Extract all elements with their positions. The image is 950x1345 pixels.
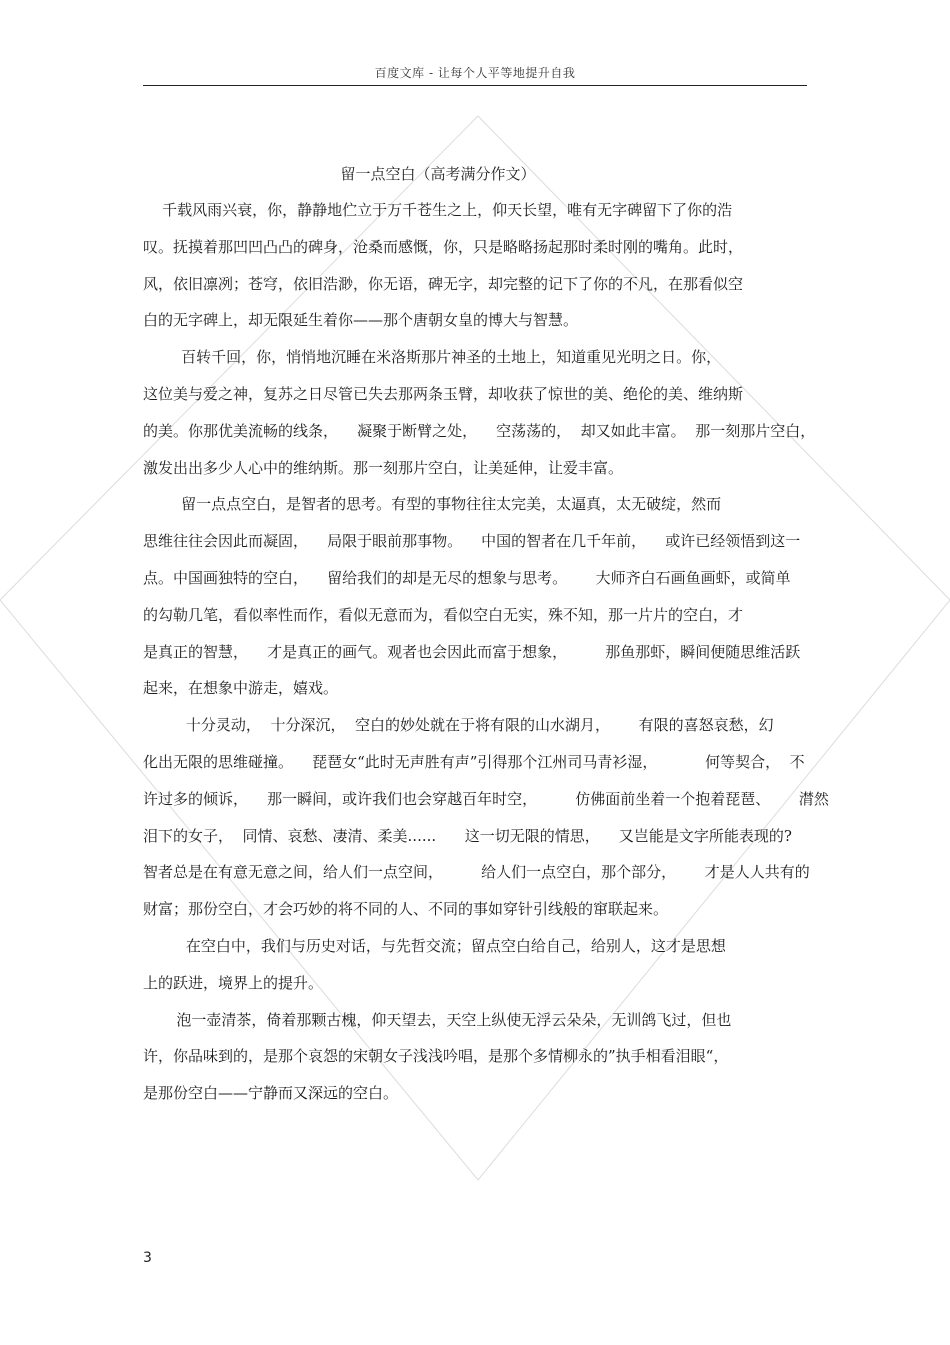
- text-line: 许过多的倾诉， 那一瞬间，或许我们也会穿越百年时空， 仿佛面前坐着一个抱着琵琶、 潸然: [143, 789, 829, 808]
- text-line: 百转千回，你，悄悄地沉睡在米洛斯那片神圣的土地上，知道重见光明之日。你，: [143, 348, 722, 367]
- text-line: 这位美与爱之神，复苏之日尽管已失去那两条玉臂，却收获了惊世的美、绝伦的美、维纳斯: [143, 384, 744, 403]
- text-line: 上的跃进，境界上的提升。: [143, 973, 324, 992]
- page-header: 百度文库 - 让每个人平等地提升自我: [374, 66, 576, 80]
- text-line: 思维往往会因此而凝固， 局限于眼前那事物。 中国的智者在几千年前， 或许已经领悟到这一: [143, 532, 801, 551]
- text-line: 叹。抚摸着那凹凹凸凸的碑身，沧桑而感慨，你，只是略略扬起那时柔时刚的嘴角。此时，: [143, 237, 744, 256]
- text-line: 激发出出多少人心中的维纳斯。那一刻那片空白，让美延伸，让爱丰富。: [143, 458, 624, 477]
- essay-title: 留一点空白（高考满分作文）: [340, 165, 536, 183]
- text-line: 泪下的女子， 同情、哀愁、凄清、柔美...... 这一切无限的情思， 又岂能是文字所能表现的?: [143, 826, 792, 845]
- text-line: 在空白中，我们与历史对话，与先哲交流；留点空白给自己，给别人，这才是思想: [143, 936, 726, 955]
- header-divider: [143, 85, 807, 86]
- text-line: 的勾勒几笔，看似率性而作，看似无意而为，看似空白无实，殊不知，那一片片的空白，才: [143, 605, 744, 624]
- essay-body: [143, 196, 829, 1116]
- text-line: 风，依旧凛冽；苍穹，依旧浩渺，你无语，碑无字，却完整的记下了你的不凡，在那看似空: [143, 274, 744, 293]
- text-line: 点。中国画独特的空白， 留给我们的却是无尽的想象与思考。 大师齐白石画鱼画虾，或简单: [143, 568, 791, 587]
- text-line: 许，你品味到的，是那个哀怨的宋朝女子浅浅吟唱，是那个多情柳永的”执手相看泪眼“，: [143, 1047, 729, 1066]
- text-line: 白的无字碑上，却无限延生着你——那个唐朝女皇的博大与智慧。: [143, 311, 579, 330]
- text-line: 是真正的智慧， 才是真正的画气。观者也会因此而富于想象， 那鱼那虾，瞬间便随思维活跃: [143, 642, 801, 661]
- text-line: 化出无限的思维碰撞。 琵琶女“此时无声胜有声”引得那个江州司马青衫湿， 何等契合， 不: [143, 752, 805, 771]
- text-line: 智者总是在有意无意之间，给人们一点空间， 给人们一点空白，那个部分， 才是人人共有的: [143, 863, 810, 882]
- page-number: 3: [143, 1250, 152, 1266]
- text-line: 起来，在想象中游走，嬉戏。: [143, 679, 339, 698]
- text-line: 的美。你那优美流畅的线条， 凝聚于断臂之处， 空荡荡的， 却又如此丰富。 那一刻那片空白，: [143, 421, 816, 440]
- text-line: 十分灵动， 十分深沉， 空白的妙处就在于将有限的山水湖月， 有限的喜怒哀愁，幻: [143, 716, 774, 735]
- text-line: 泡一壶清茶，倚着那颗古槐，仰天望去，天空上纵使无浮云朵朵，无训鸽飞过，但也: [143, 1010, 732, 1029]
- text-line: 财富；那份空白，才会巧妙的将不同的人、不同的事如穿针引线般的窜联起来。: [143, 900, 669, 919]
- text-line: 是那份空白——宁静而又深远的空白。: [143, 1084, 399, 1103]
- text-line: 千载风雨兴衰，你，静静地伫立于万千苍生之上，仰天长望，唯有无字碑留下了你的浩: [143, 201, 733, 219]
- text-line: 留一点点空白，是智者的思考。有型的事物往往太完美，太逼真，太无破绽，然而: [143, 495, 722, 514]
